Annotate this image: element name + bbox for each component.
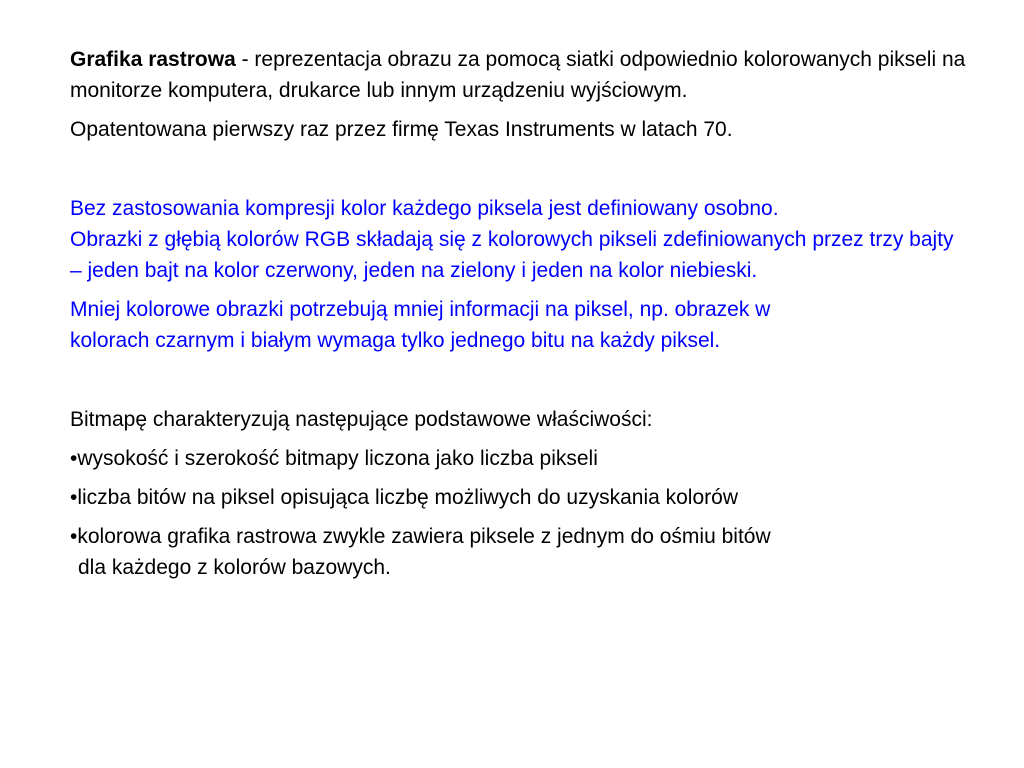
property-bullet-3	[70, 521, 970, 583]
property-bullet-1: •wysokość i szerokość bitmapy liczona jako liczba pikseli	[70, 447, 598, 470]
intro-paragraph	[70, 44, 970, 106]
slide-content	[70, 44, 970, 583]
bitdepth-line-2: kolorach czarnym i białym wymaga tylko jednego bitu na każdy piksel.	[70, 329, 721, 352]
term-definition: - reprezentacja obrazu za pomocą siatki odpowiednio kolorowanych pikseli na monitorze komputera, drukarce lub innym urządzeniu wyjściowym.	[70, 48, 966, 102]
property-bullet-3-line-2: dla każdego z kolorów bazowych.	[78, 556, 391, 579]
bitdepth-line-1: Mniej kolorowe obrazki potrzebują mniej informacji na piksel, np. obrazek w	[70, 298, 771, 321]
compression-line-1: Bez zastosowania kompresji kolor każdego piksela jest definiowany osobno.	[70, 197, 779, 220]
term-heading: Grafika rastrowa	[70, 48, 236, 71]
patent-paragraph: Opatentowana pierwszy raz przez firmę Texas Instruments w latach 70.	[70, 118, 733, 141]
property-bullet-3-line-1: •kolorowa grafika rastrowa zwykle zawiera piksele z jednym do ośmiu bitów	[70, 525, 771, 548]
compression-paragraph	[70, 193, 970, 286]
compression-rest: Obrazki z głębią kolorów RGB składają się z kolorowych pikseli zdefiniowanych przez trzy bajty – jeden bajt na kolor czerwony, jeden na zielony i jeden na kolor niebieski.	[70, 228, 954, 282]
properties-heading: Bitmapę charakteryzują następujące podstawowe właściwości:	[70, 408, 653, 431]
property-bullet-2: •liczba bitów na piksel opisująca liczbę możliwych do uzyskania kolorów	[70, 486, 738, 509]
bitdepth-paragraph	[70, 294, 970, 356]
